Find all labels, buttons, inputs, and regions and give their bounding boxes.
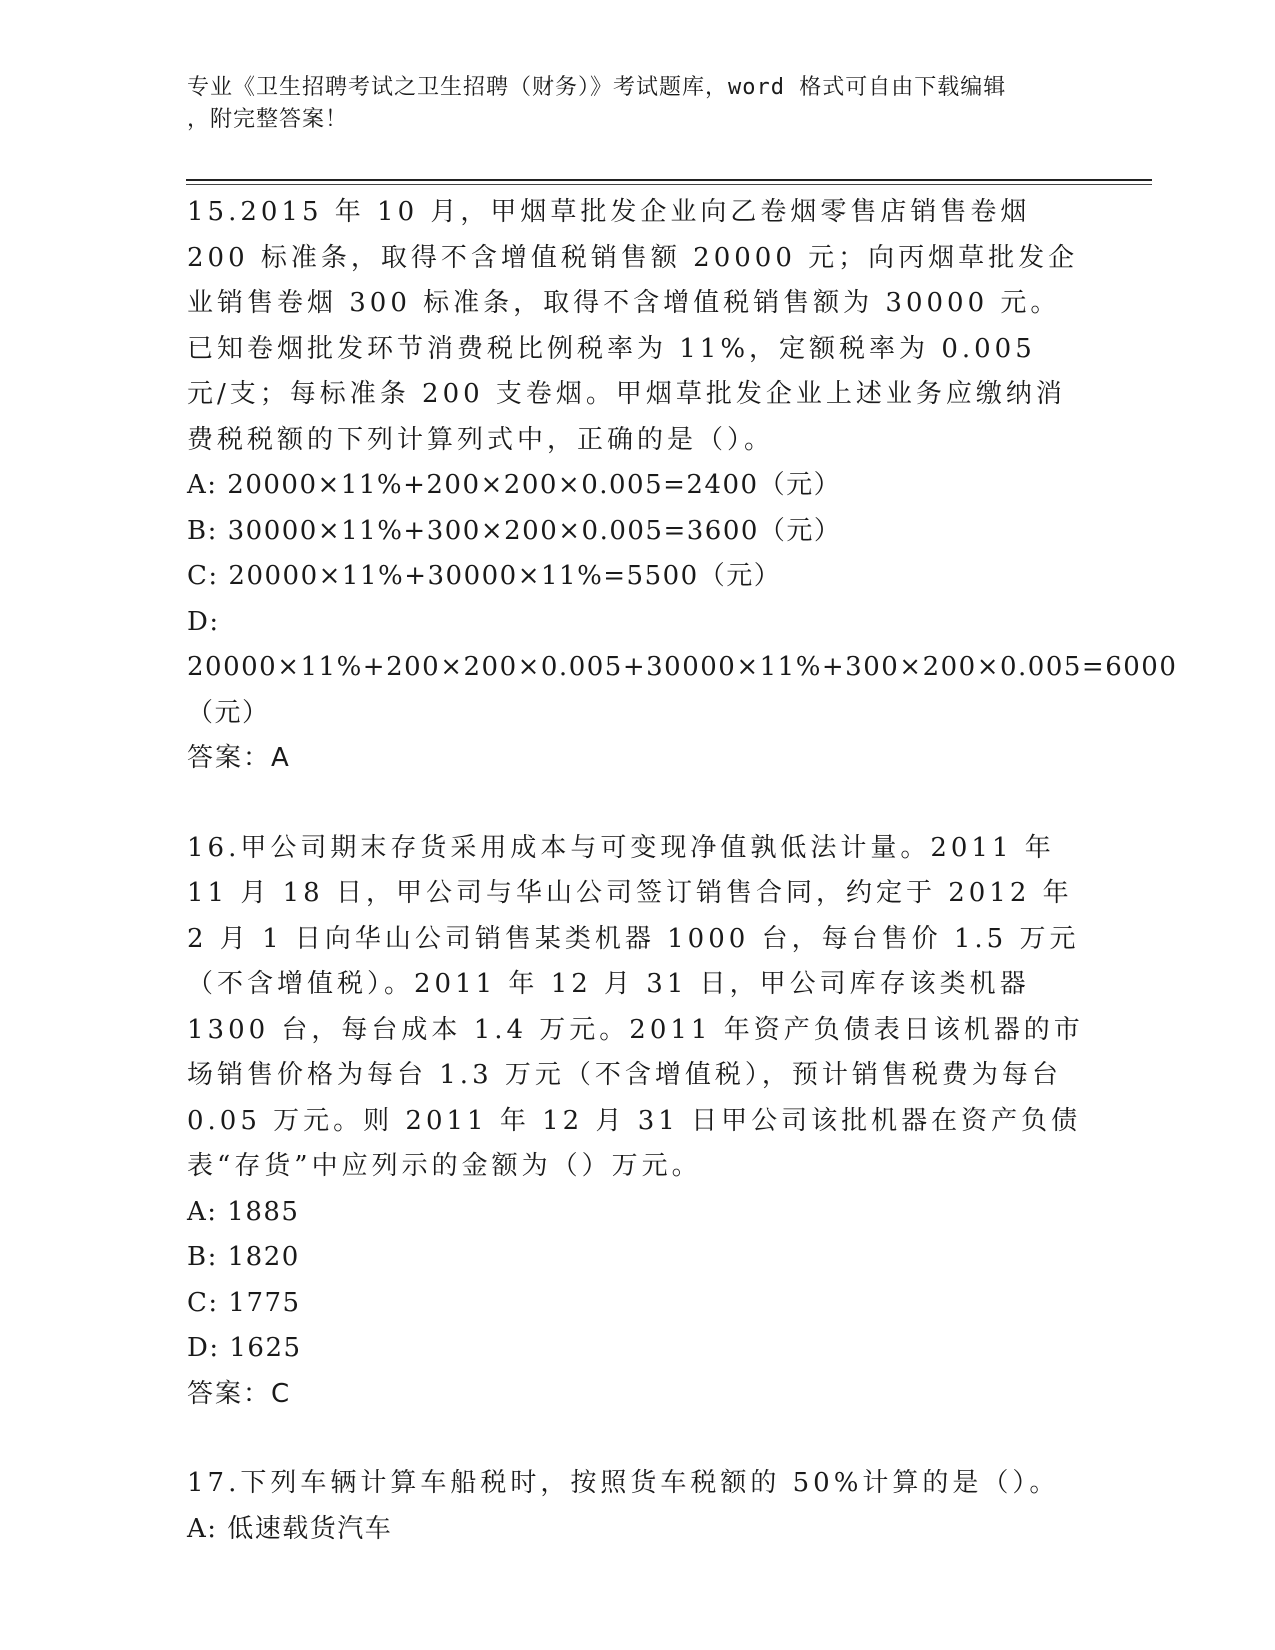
option-a: A: 20000×11%+200×200×0.005=2400（元）: [187, 470, 842, 500]
header-divider-thick: [186, 179, 1152, 181]
question-stem: 15.2015 年 10 月，甲烟草批发企业向乙卷烟零售店销售卷烟 200 标准条，取得不含增值税销售额 20000 元；向丙烟草批发企业销售卷烟 300 标准条，取得不含增值税销售额为 30000 元。已知卷烟批发环节消费税比例税率为 11%，定额税率为 0.005 元/支；每标准条 200 支卷烟。甲烟草批发企业上述业务应缴纳消费税税额的下列计算列式中，正确的是（）。: [187, 197, 1079, 455]
header-line-1: 专业《卫生招聘考试之卫生招聘（财务）》考试题库，word 格式可自由下载编辑: [187, 75, 1007, 100]
question-list: [187, 190, 1178, 1552]
question-15: [187, 190, 1178, 782]
document-header: [187, 72, 1067, 136]
question-stem: 16.甲公司期末存货采用成本与可变现净值孰低法计量。2011 年 11 月 18 日，甲公司与华山公司签订销售合同，约定于 2012 年 2 月 1 日向华山公司销售某类机器 1000 台，每台售价 1.5 万元（不含增值税）。2011 年 12 月 31 日，甲公司库存该类机器 1300 台，每台成本 1.4 万元。2011 年资产负债表日该机器的市场销售价格为每台 1.3 万元（不含增值税），预计销售税费为每台 0.05 万元。则 2011 年 12 月 31 日甲公司该批机器在资产负债表“存货”中应列示的金额为（）万元。: [187, 832, 1084, 1181]
question-17: [187, 1461, 1087, 1552]
header-line-2: ，附完整答案！: [187, 107, 349, 132]
question-spacer: [187, 782, 1087, 826]
question-16: [187, 826, 1087, 1418]
option-a: A: 低速载货汽车: [187, 1513, 393, 1544]
answer-label: 答案：A: [187, 743, 291, 773]
question-stem: 17.下列车辆计算车船税时，按照货车税额的 50%计算的是（）。: [187, 1468, 1060, 1498]
option-b: B: 1820: [187, 1242, 300, 1272]
option-a: A: 1885: [187, 1196, 300, 1227]
header-divider-thin: [186, 184, 1152, 185]
answer-label: 答案：C: [187, 1378, 292, 1409]
option-d: D: 1625: [187, 1333, 302, 1363]
option-d: D: 20000×11%+200×200×0.005+30000×11%+300×200×0.005=6000（元）: [187, 606, 1178, 728]
option-b: B: 30000×11%+300×200×0.005=3600（元）: [187, 515, 842, 546]
option-c: C: 1775: [187, 1287, 301, 1318]
option-c: C: 20000×11%+30000×11%=5500（元）: [187, 561, 782, 591]
question-spacer: [187, 1417, 1087, 1461]
